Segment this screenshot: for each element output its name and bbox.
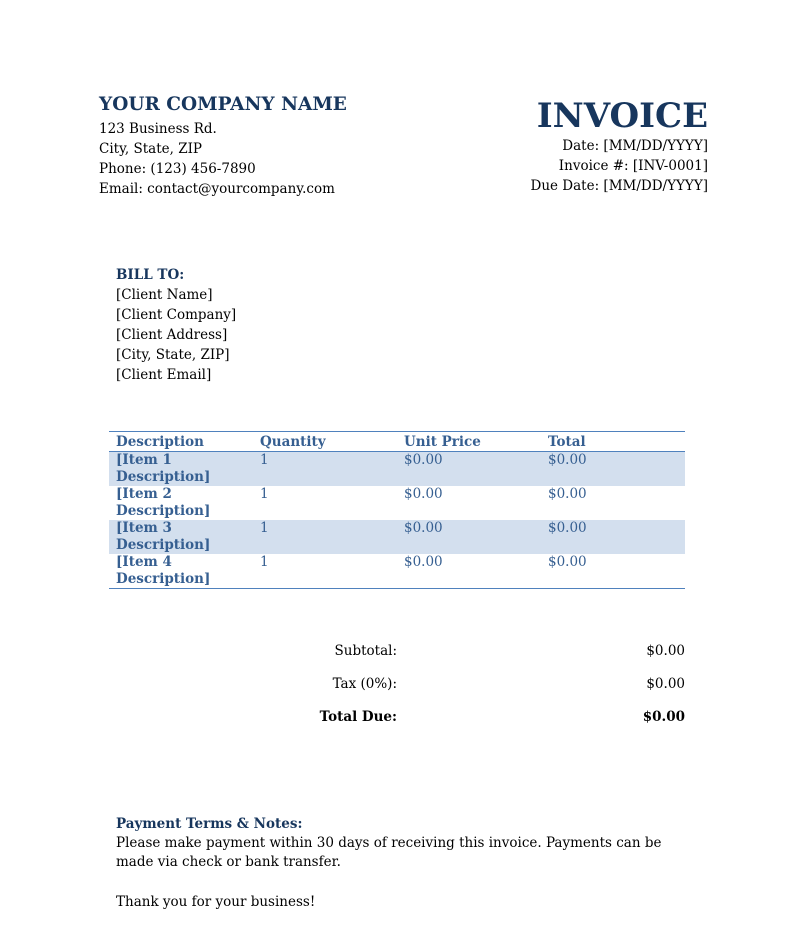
header-total: Total <box>541 432 685 452</box>
invoice-number: Invoice #: [INV-0001] <box>558 158 708 174</box>
notes-section <box>116 814 691 912</box>
table-header-row <box>109 432 685 452</box>
totals-section <box>109 642 685 741</box>
table-row <box>109 486 685 520</box>
client-name: [Client Name] <box>116 287 213 303</box>
item-unit-price: $0.00 <box>404 554 443 570</box>
tax-value: $0.00 <box>646 676 685 692</box>
client-city: [City, State, ZIP] <box>116 347 230 363</box>
company-address: 123 Business Rd. <box>99 121 217 137</box>
bill-to-heading: BILL TO: <box>116 267 185 283</box>
item-unit-price: $0.00 <box>397 452 541 487</box>
total-due-label: Total Due: <box>319 709 397 725</box>
client-company: [Client Company] <box>116 307 237 323</box>
header-quantity: Quantity <box>253 432 397 452</box>
subtotal-row <box>109 642 685 675</box>
tax-label: Tax (0%): <box>332 676 397 692</box>
company-info <box>99 93 429 199</box>
items-table <box>109 431 685 589</box>
table-row <box>109 452 685 487</box>
bill-to-section <box>116 265 416 385</box>
company-email: Email: contact@yourcompany.com <box>99 181 335 197</box>
company-city: City, State, ZIP <box>99 141 203 157</box>
notes-heading: Payment Terms & Notes: <box>116 816 303 832</box>
item-total: $0.00 <box>548 486 587 502</box>
item-quantity: 1 <box>260 554 269 570</box>
item-description: [Item 4 Description] <box>116 554 211 587</box>
item-unit-price: $0.00 <box>404 486 443 502</box>
table-row <box>109 554 685 589</box>
item-quantity: 1 <box>260 486 269 502</box>
item-total: $0.00 <box>541 520 685 554</box>
item-description: [Item 1 Description] <box>109 452 253 487</box>
item-total: $0.00 <box>541 452 685 487</box>
header-unit-price: Unit Price <box>397 432 541 452</box>
item-quantity: 1 <box>253 452 397 487</box>
tax-row <box>109 675 685 708</box>
total-due-row <box>109 708 685 741</box>
subtotal-label: Subtotal: <box>334 643 397 659</box>
header-description: Description <box>109 432 253 452</box>
invoice-due-date: Due Date: [MM/DD/YYYY] <box>530 178 708 194</box>
item-unit-price: $0.00 <box>397 520 541 554</box>
client-email: [Client Email] <box>116 367 212 383</box>
company-phone: Phone: (123) 456-7890 <box>99 161 256 177</box>
invoice-date: Date: [MM/DD/YYYY] <box>562 138 708 154</box>
subtotal-value: $0.00 <box>646 643 685 659</box>
item-total: $0.00 <box>548 554 587 570</box>
item-description: [Item 2 Description] <box>116 486 211 519</box>
thank-you-text: Thank you for your business! <box>116 894 316 910</box>
item-quantity: 1 <box>253 520 397 554</box>
notes-text: Please make payment within 30 days of receiving this invoice. Payments can be made via check or bank transfer. <box>116 835 662 870</box>
table-row <box>109 520 685 554</box>
item-description: [Item 3 Description] <box>109 520 253 554</box>
client-address: [Client Address] <box>116 327 228 343</box>
total-due-value: $0.00 <box>642 709 685 725</box>
company-name: YOUR COMPANY NAME <box>99 94 347 115</box>
invoice-meta <box>388 93 708 196</box>
invoice-title: INVOICE <box>536 96 708 136</box>
